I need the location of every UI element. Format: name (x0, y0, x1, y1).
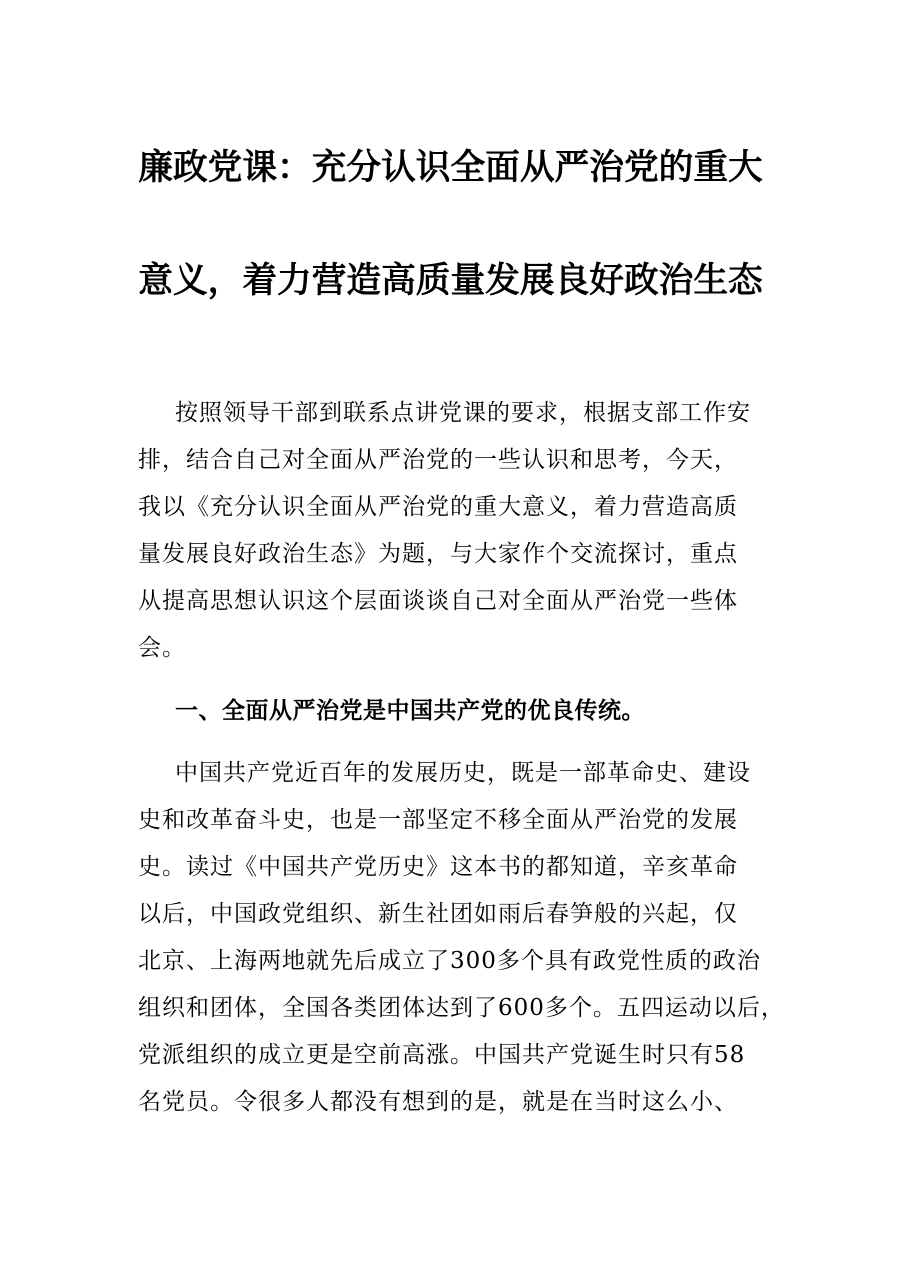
section-1-heading: 一、全面从严治党是中国共产党的优良传统。 (175, 697, 645, 724)
section-1-line-6: 组织和团体，全国各类团体达到了600多个。五四运动以后， (138, 995, 785, 1021)
intro-line-6: 会。 (138, 635, 186, 661)
intro-line-1: 按照领导干部到联系点讲党课的要求，根据支部工作安 (175, 400, 751, 426)
intro-line-4: 量发展良好政治生态》为题，与大家作个交流探讨，重点 (138, 541, 738, 567)
section-1-line-7: 党派组织的成立更是空前高涨。中国共产党诞生时只有58 (138, 1042, 746, 1068)
document-title-line-1: 廉政党课：充分认识全面从严治党的重大 (138, 147, 763, 188)
section-1-line-4: 以后，中国政党组织、新生社团如雨后春笋般的兴起，仅 (138, 901, 738, 927)
intro-line-5: 从提高思想认识这个层面谈谈自己对全面从严治党一些体 (138, 588, 738, 614)
intro-line-3: 我以《充分认识全面从严治党的重大意义，着力营造高质 (138, 494, 738, 520)
section-1-line-5: 北京、上海两地就先后成立了300多个具有政党性质的政治 (138, 948, 761, 974)
section-1-line-3: 史。读过《中国共产党历史》这本书的都知道，辛亥革命 (138, 854, 738, 880)
document-title-line-2: 意义，着力营造高质量发展良好政治生态 (138, 260, 763, 301)
section-1-line-8: 名党员。令很多人都没有想到的是，就是在当时这么小、 (138, 1089, 738, 1115)
intro-line-2: 排，结合自己对全面从严治党的一些认识和思考，今天， (138, 447, 738, 473)
section-1-line-1: 中国共产党近百年的发展历史，既是一部革命史、建设 (175, 760, 751, 786)
section-1-line-2: 史和改革奋斗史，也是一部坚定不移全面从严治党的发展 (138, 807, 738, 833)
